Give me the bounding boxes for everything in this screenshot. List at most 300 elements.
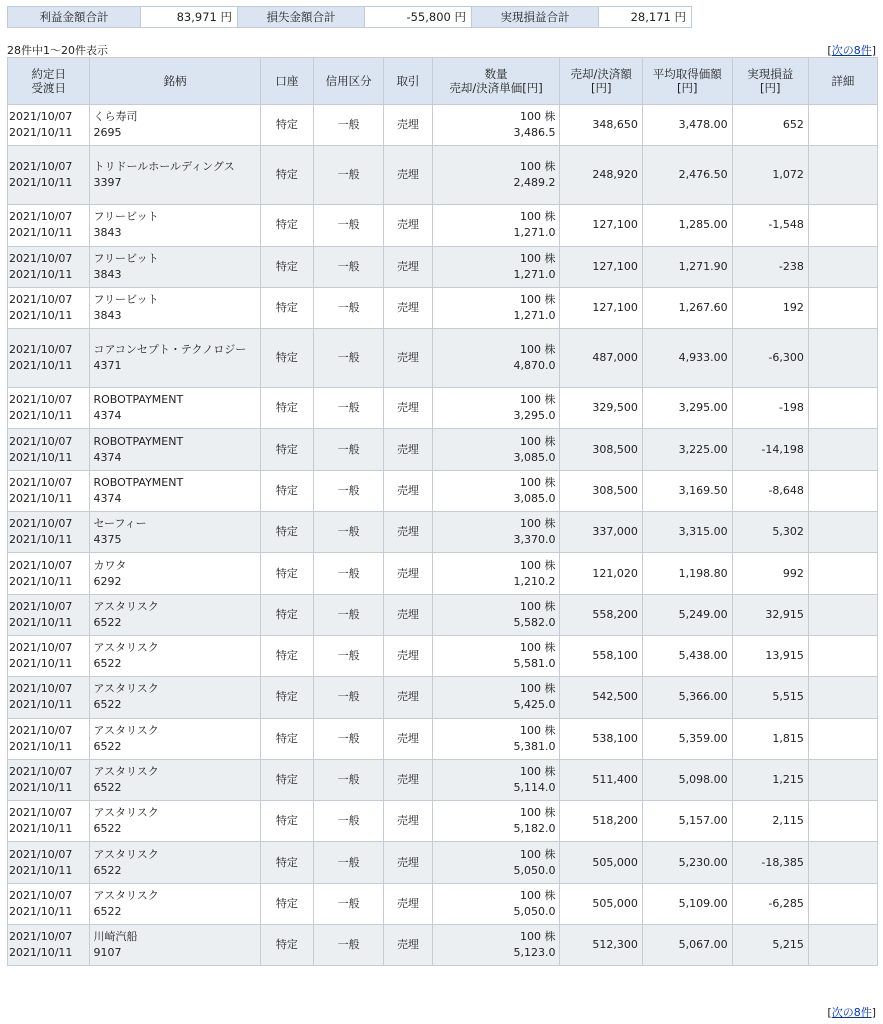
quantity: 100 株 [519,293,556,307]
header-margin-type: 信用区分 [314,58,384,105]
cell-amount: 127,100 [560,205,642,246]
cell-amount: 487,000 [560,329,642,388]
table-row [8,329,878,388]
cell-avg-cost: 1,267.60 [642,287,732,328]
trade-date: 2021/10/07 [9,517,73,531]
trade-date: 2021/10/07 [9,475,73,489]
loss-total-value: -55,800 円 [365,7,472,28]
cell-stock [90,105,260,146]
cell-dates [8,388,90,429]
header-avg-cost [642,58,732,105]
table-row [8,287,878,328]
quantity: 100 株 [519,210,556,224]
unit-price: 5,114.0 [513,781,556,794]
settle-date: 2021/10/11 [9,126,73,140]
cell-realized-pl: -198 [732,388,808,429]
stock-code: 4374 [93,409,122,423]
settle-date: 2021/10/11 [9,309,73,323]
unit-price: 5,425.0 [513,698,556,712]
unit-price: 5,182.0 [513,822,556,836]
cell-account: 特定 [260,553,314,594]
cell-detail [808,287,877,328]
summary-bar [7,6,692,28]
table-row [8,470,878,511]
cell-trade-type: 売埋 [384,553,432,594]
cell-amount: 558,200 [560,594,642,635]
header-account: 口座 [260,58,314,105]
quantity: 100 株 [519,641,556,655]
unit-price: 4,870.0 [513,359,556,373]
table-row [8,594,878,635]
settle-date: 2021/10/11 [9,491,73,505]
cell-margin-type: 一般 [314,925,384,966]
stock-code: 3397 [93,176,122,190]
cell-amount: 329,500 [560,388,642,429]
trade-date: 2021/10/07 [9,765,73,778]
realized-total-value: 28,171 円 [599,7,692,28]
stock-name: トリドールホールディングス [93,160,235,174]
link-bracket-open: [ [827,1006,832,1019]
cell-stock [90,759,260,800]
quantity: 100 株 [519,765,556,778]
cell-quantity [432,718,560,759]
trade-date: 2021/10/07 [9,293,73,307]
table-row [8,429,878,470]
next-page-link[interactable]: 次の8件 [831,1006,872,1019]
cell-trade-type: 売埋 [384,925,432,966]
cell-account: 特定 [260,677,314,718]
quantity: 100 株 [519,847,556,861]
table-row [8,205,878,246]
settle-date: 2021/10/11 [9,615,73,629]
table-row [8,553,878,594]
link-bracket-close: ] [871,44,876,57]
table-row [8,635,878,676]
settle-date: 2021/10/11 [9,533,73,547]
cell-realized-pl: -238 [732,246,808,287]
stock-name: アスタリスク [93,847,159,861]
cell-detail [808,329,877,388]
cell-trade-type: 売埋 [384,842,432,883]
cell-account: 特定 [260,329,314,388]
cell-margin-type: 一般 [314,635,384,676]
quantity: 100 株 [519,475,556,489]
header-avg-label: 平均取得価額 [652,67,722,81]
cell-quantity [432,635,560,676]
cell-amount: 538,100 [560,718,642,759]
stock-code: 6522 [93,615,122,629]
cell-avg-cost: 1,285.00 [642,205,732,246]
cell-margin-type: 一般 [314,594,384,635]
cell-detail [808,553,877,594]
cell-account: 特定 [260,205,314,246]
cell-stock [90,594,260,635]
cell-quantity [432,553,560,594]
cell-realized-pl: 13,915 [732,635,808,676]
cell-dates [8,883,90,924]
cell-avg-cost: 5,109.00 [642,883,732,924]
stock-name: コアコンセプト・テクノロジー [93,343,247,357]
cell-margin-type: 一般 [314,470,384,511]
link-bracket-open: [ [827,44,832,57]
stock-code: 6522 [93,904,122,918]
cell-quantity [432,759,560,800]
stock-code: 6522 [93,657,122,671]
cell-quantity [432,429,560,470]
cell-stock [90,677,260,718]
cell-detail [808,429,877,470]
cell-margin-type: 一般 [314,287,384,328]
unit-price: 3,486.5 [513,126,556,140]
cell-trade-type: 売埋 [384,388,432,429]
cell-margin-type: 一般 [314,105,384,146]
cell-avg-cost: 5,359.00 [642,718,732,759]
unit-price: 5,381.0 [513,739,556,753]
settle-date: 2021/10/11 [9,657,73,671]
cell-trade-type: 売埋 [384,205,432,246]
cell-margin-type: 一般 [314,329,384,388]
trade-date: 2021/10/07 [9,160,73,174]
cell-account: 特定 [260,287,314,328]
cell-realized-pl: 32,915 [732,594,808,635]
unit-price: 3,370.0 [513,533,556,547]
cell-quantity [432,842,560,883]
stock-name: ROBOTPAYMENT [93,393,184,407]
stock-name: フリービット [93,293,159,307]
table-header-row [8,58,878,105]
cell-realized-pl: 1,215 [732,759,808,800]
cell-quantity [432,883,560,924]
unit-price: 1,210.2 [513,574,556,588]
quantity: 100 株 [519,110,556,124]
cell-avg-cost: 5,230.00 [642,842,732,883]
header-qty-label: 数量 [484,67,508,81]
header-dates [8,58,90,105]
cell-dates [8,287,90,328]
cell-realized-pl: 1,072 [732,146,808,205]
cell-stock [90,146,260,205]
cell-amount: 512,300 [560,925,642,966]
cell-amount: 348,650 [560,105,642,146]
cell-amount: 127,100 [560,287,642,328]
stock-code: 4371 [93,359,122,373]
cell-amount: 542,500 [560,677,642,718]
cell-amount: 511,400 [560,759,642,800]
stock-name: アスタリスク [93,682,159,696]
cell-trade-type: 売埋 [384,635,432,676]
quantity: 100 株 [519,888,556,902]
table-row [8,842,878,883]
cell-trade-type: 売埋 [384,287,432,328]
cell-avg-cost: 5,366.00 [642,677,732,718]
stock-name: アスタリスク [93,641,159,655]
cell-avg-cost: 5,157.00 [642,801,732,842]
next-page-link[interactable]: 次の8件 [831,44,872,57]
cell-realized-pl: 5,215 [732,925,808,966]
cell-stock [90,512,260,553]
cell-amount: 518,200 [560,801,642,842]
trade-date: 2021/10/07 [9,110,73,124]
cell-detail [808,146,877,205]
next-page-link-top [827,42,876,58]
settle-date: 2021/10/11 [9,409,73,423]
trade-date: 2021/10/07 [9,641,73,655]
cell-detail [808,246,877,287]
cell-avg-cost: 2,476.50 [642,146,732,205]
cell-amount: 337,000 [560,512,642,553]
cell-dates [8,759,90,800]
cell-margin-type: 一般 [314,718,384,759]
cell-stock [90,287,260,328]
cell-account: 特定 [260,388,314,429]
cell-trade-type: 売埋 [384,146,432,205]
settle-date: 2021/10/11 [9,822,73,836]
cell-quantity [432,801,560,842]
settle-date: 2021/10/11 [9,904,73,918]
stock-name: カワタ [93,558,127,572]
cell-quantity [432,388,560,429]
cell-trade-type: 売埋 [384,759,432,800]
cell-margin-type: 一般 [314,512,384,553]
header-amount-unit: [円] [590,81,612,95]
table-row [8,388,878,429]
stock-code: 6522 [93,822,122,836]
table-row [8,146,878,205]
cell-stock [90,842,260,883]
quantity: 100 株 [519,599,556,613]
table-row [8,718,878,759]
cell-account: 特定 [260,512,314,553]
cell-realized-pl: 2,115 [732,801,808,842]
stock-code: 6522 [93,739,122,753]
cell-account: 特定 [260,594,314,635]
cell-detail [808,677,877,718]
cell-stock [90,925,260,966]
cell-amount: 121,020 [560,553,642,594]
cell-detail [808,470,877,511]
cell-realized-pl: 992 [732,553,808,594]
unit-price: 1,271.0 [513,226,556,240]
cell-realized-pl: 5,302 [732,512,808,553]
trade-date: 2021/10/07 [9,343,73,357]
cell-margin-type: 一般 [314,759,384,800]
cell-realized-pl: 1,815 [732,718,808,759]
cell-quantity [432,594,560,635]
cell-dates [8,246,90,287]
cell-stock [90,388,260,429]
cell-dates [8,329,90,388]
cell-avg-cost: 3,295.00 [642,388,732,429]
cell-margin-type: 一般 [314,388,384,429]
cell-trade-type: 売埋 [384,594,432,635]
unit-price: 5,581.0 [513,657,556,671]
trade-date: 2021/10/07 [9,930,73,944]
header-name: 銘柄 [90,58,260,105]
cell-trade-type: 売埋 [384,883,432,924]
cell-margin-type: 一般 [314,677,384,718]
cell-stock [90,718,260,759]
result-count: 28件中1～20件表示 [7,44,108,57]
cell-dates [8,718,90,759]
settle-date: 2021/10/11 [9,574,73,588]
settle-date: 2021/10/11 [9,863,73,877]
cell-dates [8,429,90,470]
unit-price: 5,123.0 [513,946,556,960]
cell-stock [90,801,260,842]
cell-quantity [432,205,560,246]
cell-detail [808,205,877,246]
cell-realized-pl: -6,285 [732,883,808,924]
cell-detail [808,925,877,966]
header-trade-date: 約定日 [31,67,66,81]
cell-dates [8,470,90,511]
cell-avg-cost: 5,249.00 [642,594,732,635]
header-quantity [432,58,560,105]
table-row [8,801,878,842]
stock-name: セーフィー [93,517,147,531]
quantity: 100 株 [519,393,556,407]
stock-code: 6522 [93,698,122,712]
trade-date: 2021/10/07 [9,251,73,265]
cell-dates [8,205,90,246]
quantity: 100 株 [519,682,556,696]
cell-trade-type: 売埋 [384,801,432,842]
cell-margin-type: 一般 [314,553,384,594]
table-row [8,925,878,966]
cell-dates [8,553,90,594]
cell-realized-pl: -18,385 [732,842,808,883]
header-pl-unit: [円] [759,81,781,95]
table-row [8,246,878,287]
cell-amount: 558,100 [560,635,642,676]
unit-price: 2,489.2 [513,176,556,190]
unit-price: 5,582.0 [513,615,556,629]
table-row [8,883,878,924]
quantity: 100 株 [519,160,556,174]
stock-name: アスタリスク [93,888,159,902]
table-row [8,759,878,800]
cell-account: 特定 [260,635,314,676]
settle-date: 2021/10/11 [9,781,73,794]
next-page-link-bottom [827,1004,876,1020]
cell-dates [8,146,90,205]
cell-margin-type: 一般 [314,246,384,287]
cell-quantity [432,925,560,966]
cell-account: 特定 [260,246,314,287]
cell-realized-pl: -6,300 [732,329,808,388]
stock-code: 6522 [93,863,122,877]
stock-code: 3843 [93,226,122,240]
cell-realized-pl: -1,548 [732,205,808,246]
quantity: 100 株 [519,806,556,820]
trade-date: 2021/10/07 [9,558,73,572]
stock-name: アスタリスク [93,765,159,778]
cell-account: 特定 [260,883,314,924]
cell-trade-type: 売埋 [384,246,432,287]
trade-date: 2021/10/07 [9,806,73,820]
stock-code: 2695 [93,126,122,140]
cell-amount: 505,000 [560,883,642,924]
quantity: 100 株 [519,930,556,944]
unit-price: 1,271.0 [513,309,556,323]
stock-code: 9107 [93,946,122,960]
cell-trade-type: 売埋 [384,329,432,388]
cell-stock [90,329,260,388]
cell-dates [8,801,90,842]
cell-trade-type: 売埋 [384,512,432,553]
cell-dates [8,677,90,718]
settle-date: 2021/10/11 [9,267,73,281]
realized-total-label: 実現損益合計 [472,7,599,28]
header-avg-unit: [円] [677,81,698,95]
stock-name: アスタリスク [93,806,159,820]
cell-avg-cost: 5,098.00 [642,759,732,800]
header-amount [560,58,642,105]
stock-code: 6292 [93,574,122,588]
cell-amount: 308,500 [560,429,642,470]
cell-avg-cost: 1,198.80 [642,553,732,594]
cell-stock [90,429,260,470]
header-amount-label: 売却/決済額 [570,67,632,81]
realized-pl-table [7,57,878,966]
settle-date: 2021/10/11 [9,176,73,190]
header-pl-label: 実現損益 [747,67,794,81]
cell-dates [8,512,90,553]
profit-total-label: 利益金額合計 [8,7,141,28]
cell-quantity [432,146,560,205]
quantity: 100 株 [519,434,556,448]
cell-account: 特定 [260,718,314,759]
settle-date: 2021/10/11 [9,450,73,464]
quantity: 100 株 [519,723,556,737]
cell-amount: 308,500 [560,470,642,511]
cell-margin-type: 一般 [314,883,384,924]
trade-date: 2021/10/07 [9,393,73,407]
cell-trade-type: 売埋 [384,677,432,718]
header-realized-pl [732,58,808,105]
quantity: 100 株 [519,517,556,531]
cell-quantity [432,287,560,328]
cell-stock [90,205,260,246]
cell-margin-type: 一般 [314,205,384,246]
cell-margin-type: 一般 [314,429,384,470]
trade-date: 2021/10/07 [9,723,73,737]
cell-avg-cost: 5,438.00 [642,635,732,676]
settle-date: 2021/10/11 [9,226,73,240]
cell-trade-type: 売埋 [384,429,432,470]
quantity: 100 株 [519,558,556,572]
cell-account: 特定 [260,105,314,146]
trade-date: 2021/10/07 [9,434,73,448]
stock-name: フリービット [93,251,159,265]
trade-date: 2021/10/07 [9,599,73,613]
cell-trade-type: 売埋 [384,718,432,759]
settle-date: 2021/10/11 [9,698,73,712]
unit-price: 3,085.0 [513,491,556,505]
cell-avg-cost: 3,315.00 [642,512,732,553]
cell-amount: 248,920 [560,146,642,205]
cell-amount: 505,000 [560,842,642,883]
cell-margin-type: 一般 [314,801,384,842]
cell-detail [808,759,877,800]
cell-avg-cost: 3,169.50 [642,470,732,511]
cell-account: 特定 [260,146,314,205]
cell-quantity [432,512,560,553]
link-bracket-close: ] [871,1006,876,1019]
cell-avg-cost: 1,271.90 [642,246,732,287]
header-trade-type: 取引 [384,58,432,105]
settle-date: 2021/10/11 [9,946,73,960]
